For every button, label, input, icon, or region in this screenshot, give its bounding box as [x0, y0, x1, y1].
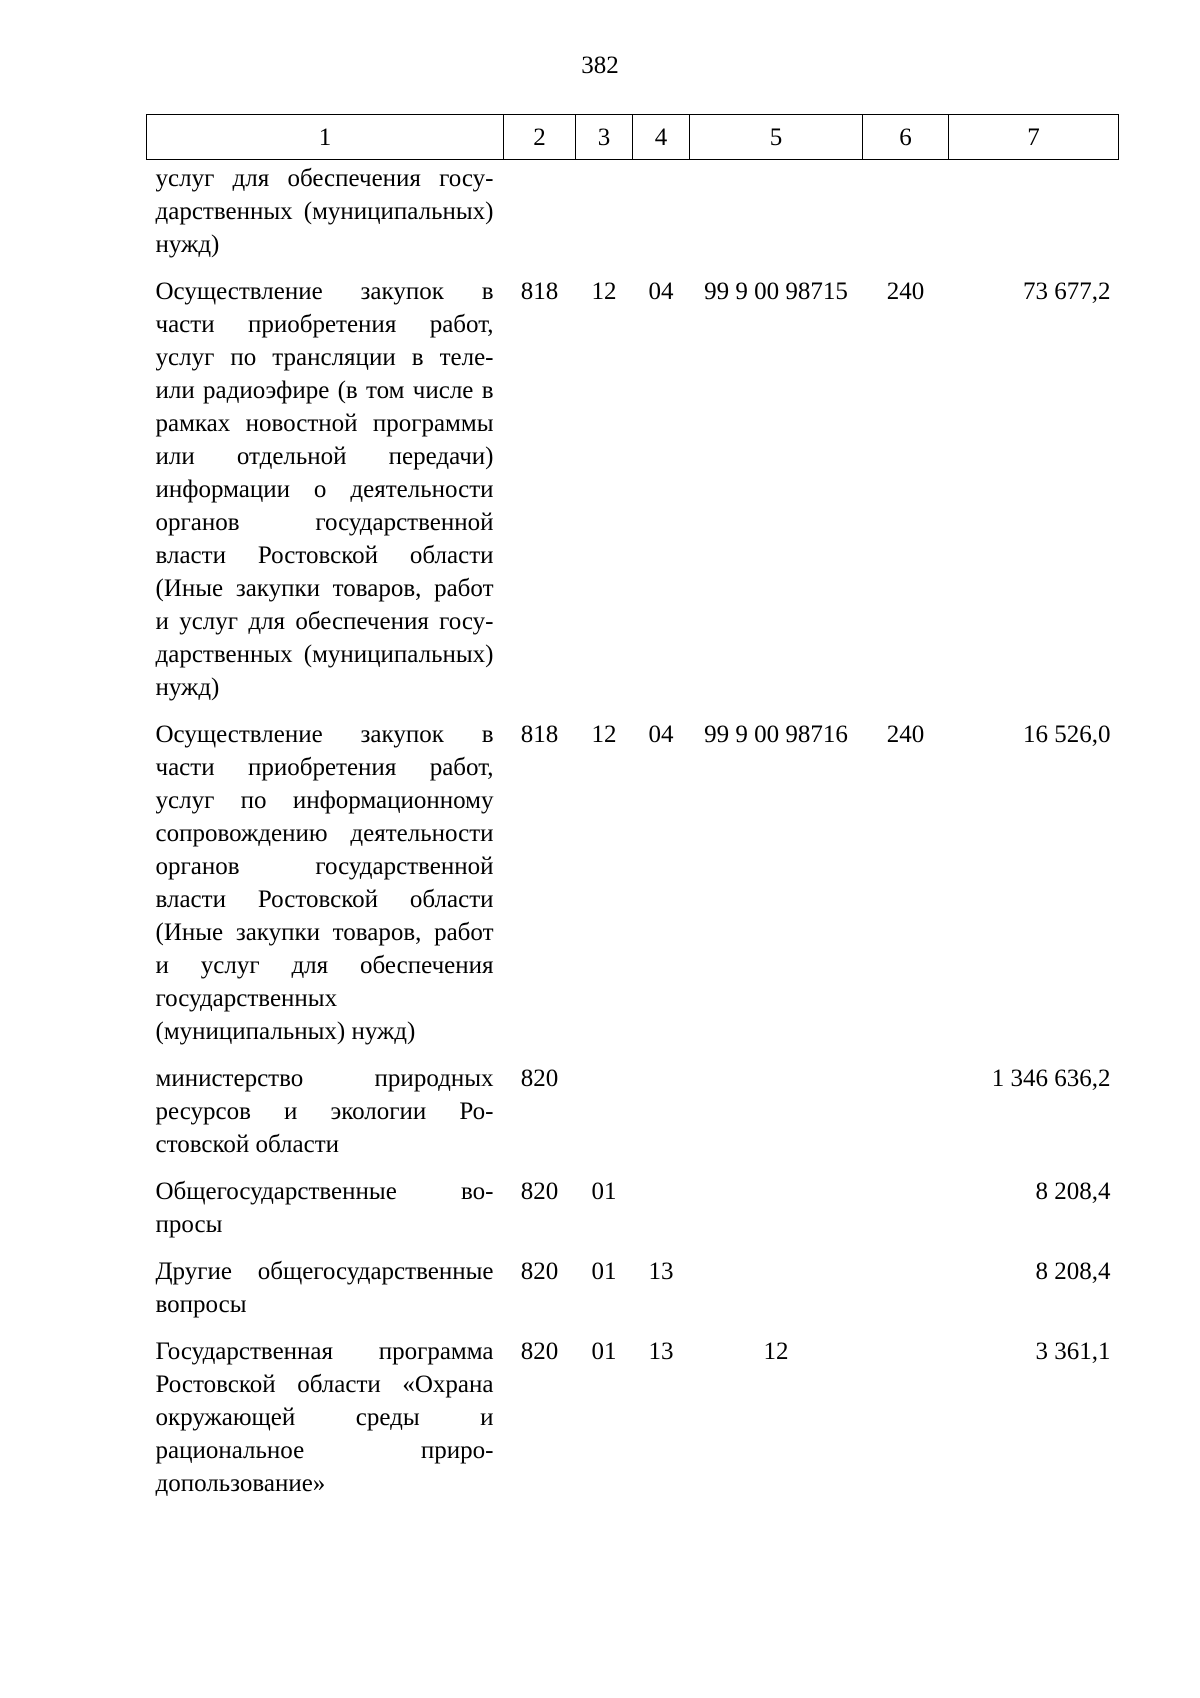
- row-code-2: 820: [520, 1178, 559, 1205]
- row-code-5: 99 9 00 98716: [704, 721, 848, 748]
- row-code-3: 01: [591, 1258, 617, 1285]
- table-row: [147, 1175, 1119, 1255]
- row-code-2: 820: [520, 1258, 559, 1285]
- row-amount: 8 208,4: [1035, 1258, 1111, 1285]
- row-code-4: [633, 1175, 690, 1255]
- row-code-6: [863, 1255, 949, 1335]
- table-body: [147, 160, 1119, 1515]
- column-header-5: 5: [690, 115, 863, 160]
- row-code-3: 01: [591, 1178, 617, 1205]
- page-number: 382: [581, 52, 619, 79]
- table-row: [147, 1255, 1119, 1335]
- row-code-6: [863, 1175, 949, 1255]
- row-amount: [949, 160, 1119, 276]
- row-amount: 73 677,2: [1023, 278, 1111, 305]
- row-name: услуг для обеспечения государственных (муниципальных) нужд): [155, 165, 494, 258]
- column-header-6: 6: [863, 115, 949, 160]
- row-code-6: [863, 1335, 949, 1514]
- row-code-5: 99 9 00 98715: [704, 278, 848, 305]
- row-code-3: 01: [591, 1338, 617, 1365]
- row-amount: 8 208,4: [1035, 1178, 1111, 1205]
- row-code-6: [863, 1062, 949, 1175]
- row-name: Другие общегосударственные вопросы: [155, 1258, 494, 1318]
- row-amount: 16 526,0: [1023, 721, 1111, 748]
- column-header-4: 4: [633, 115, 690, 160]
- table-row: [147, 1335, 1119, 1514]
- row-name: Осуществление закупок в части приобретения работ, услуг по трансляции в теле- или радиоэфире (в том числе в рамках новостной программы или отдельной передачи) информации о деятельности органов государственной власти Ростовской области (Иные закупки товаров, работ и услуг для обеспечения государственных (муниципальных) нужд): [155, 278, 494, 701]
- row-code-6: 240: [886, 721, 925, 748]
- column-header-3: 3: [576, 115, 633, 160]
- row-code-3: [576, 1062, 633, 1175]
- row-code-4: [633, 1062, 690, 1175]
- row-code-3: 12: [591, 278, 617, 305]
- row-amount: 1 346 636,2: [991, 1065, 1111, 1092]
- row-code-2: 820: [520, 1338, 559, 1365]
- row-code-4: [633, 160, 690, 276]
- row-code-4: 13: [648, 1338, 674, 1365]
- table-row: [147, 275, 1119, 718]
- row-code-2: 820: [520, 1065, 559, 1092]
- row-code-5: [690, 1175, 863, 1255]
- header-row: [147, 115, 1119, 160]
- row-code-5: 12: [763, 1338, 789, 1365]
- table-row: [147, 718, 1119, 1062]
- row-code-2: 818: [520, 721, 559, 748]
- table-header: [147, 115, 1119, 160]
- row-code-5: [690, 1255, 863, 1335]
- column-header-2: 2: [504, 115, 576, 160]
- row-name: Общегосударственные вопросы: [155, 1178, 494, 1238]
- row-code-3: [576, 160, 633, 276]
- table-row: [147, 1062, 1119, 1175]
- row-code-5: [690, 1062, 863, 1175]
- column-header-1: 1: [147, 115, 504, 160]
- row-code-4: 04: [648, 721, 674, 748]
- row-code-4: 13: [648, 1258, 674, 1285]
- budget-table: [146, 114, 1119, 1514]
- row-name: Осуществление закупок в части приобретения работ, услуг по информационному сопровождению деятельности органов государственной власти Ростовской области (Иные закупки товаров, работ и услуг для обеспечения государственных (муниципальных) нужд): [155, 721, 494, 1045]
- row-code-2: [504, 160, 576, 276]
- table-row: [147, 160, 1119, 276]
- row-name: министерство природных ресурсов и экологии Ростовской области: [155, 1065, 494, 1158]
- row-name: Государственная программа Ростовской области «Охрана окружающей среды и рациональное природопользование»: [155, 1338, 494, 1497]
- row-code-2: 818: [520, 278, 559, 305]
- row-code-5: [690, 160, 863, 276]
- row-code-6: 240: [886, 278, 925, 305]
- column-header-7: 7: [949, 115, 1119, 160]
- row-code-6: [863, 160, 949, 276]
- row-code-4: 04: [648, 278, 674, 305]
- row-code-3: 12: [591, 721, 617, 748]
- row-amount: 3 361,1: [1035, 1338, 1111, 1365]
